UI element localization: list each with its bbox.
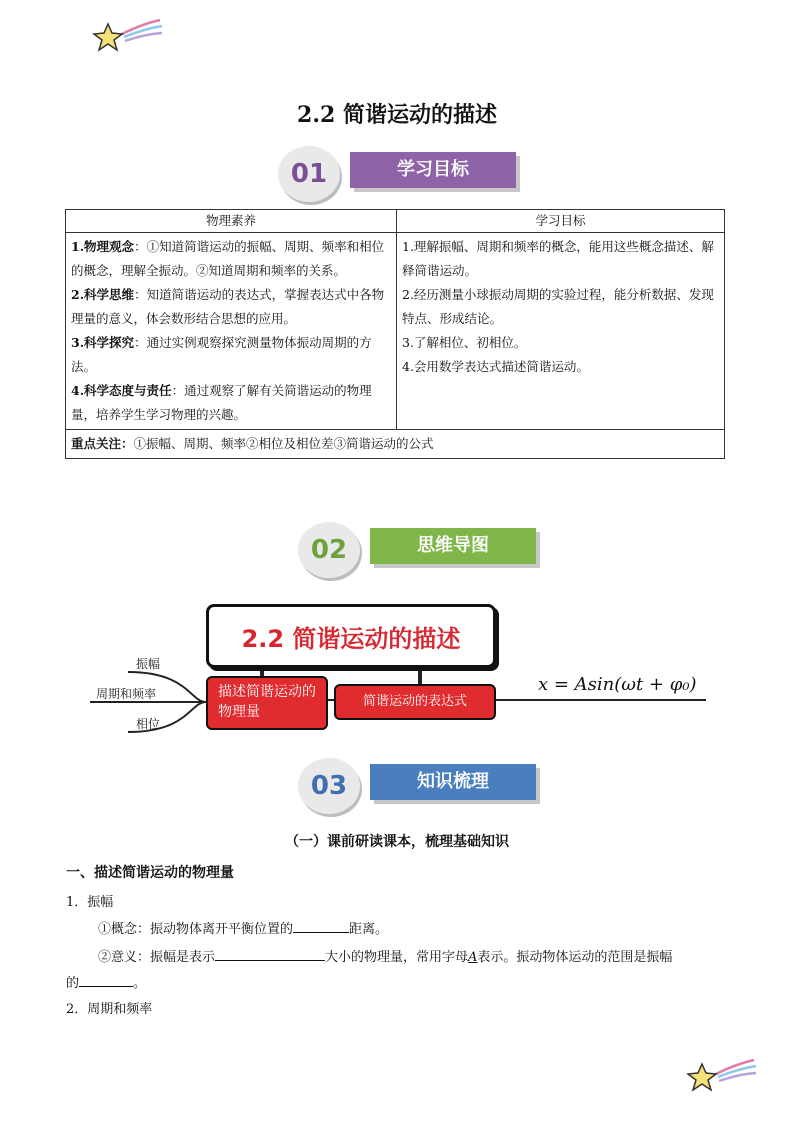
item-period-frequency: 2．周期和频率 bbox=[66, 1002, 153, 1017]
section-number: 01 bbox=[290, 159, 328, 189]
section-label: 思维导图 bbox=[370, 528, 536, 564]
section-banner-knowledge bbox=[298, 758, 548, 814]
subsection-title: （一）课前研读课本，梳理基础知识 bbox=[285, 834, 509, 850]
table-header-goals: 学习目标 bbox=[397, 210, 725, 233]
mindmap-branch-phase: 相位 bbox=[136, 717, 161, 731]
item-amplitude: 1．振幅 bbox=[66, 895, 114, 910]
goal-item: 2.经历测量小球振动周期的实验过程，能分析数据、发现特点、形成结论。 bbox=[402, 287, 714, 326]
section-number: 03 bbox=[310, 771, 348, 801]
fill-blank[interactable] bbox=[293, 918, 349, 933]
literacy-item: 1.物理观念：①知道简谐运动的振幅、周期、频率和相位的概念，理解全振动。②知道周期和频率的关系。 bbox=[71, 239, 385, 278]
table-header-literacy: 物理素养 bbox=[66, 210, 397, 233]
mindmap-node-expression: 简谐运动的表达式 bbox=[334, 684, 496, 720]
mindmap-formula: x = Asin(ωt + φ₀) bbox=[538, 674, 697, 695]
goal-item: 1.理解振幅、周期和频率的概念，能用这些概念描述、解释简谐运动。 bbox=[402, 239, 714, 278]
page-title: 2.2 简谐运动的描述 bbox=[297, 102, 497, 128]
mindmap-title-box bbox=[206, 604, 496, 668]
amplitude-concept: ①概念：振动物体离开平衡位置的 距离。 bbox=[98, 918, 388, 940]
goal-item: 3.了解相位、初相位。 bbox=[402, 335, 527, 350]
literacy-item: 3.科学探究：通过实例观察探究测量物体振动周期的方法。 bbox=[71, 335, 372, 374]
focus-row: 重点关注：①振幅、周期、频率②相位及相位差③简谐运动的公式 bbox=[66, 430, 725, 459]
section-label: 知识梳理 bbox=[370, 764, 536, 800]
fill-blank[interactable] bbox=[79, 972, 133, 987]
mindmap-title: 2.2 简谐运动的描述 bbox=[241, 625, 461, 653]
section-number: 02 bbox=[310, 535, 348, 565]
goal-item: 4.会用数学表达式描述简谐运动。 bbox=[402, 359, 589, 374]
literacy-item: 2.科学思维：知道简谐运动的表达式，掌握表达式中各物理量的意义，体会数形结合思想的应用。 bbox=[71, 287, 385, 326]
section-heading: 一、描述简谐运动的物理量 bbox=[66, 865, 234, 881]
shooting-star-icon bbox=[686, 1058, 758, 1098]
section-label: 学习目标 bbox=[350, 152, 516, 188]
mindmap-branch-amplitude: 振幅 bbox=[136, 657, 161, 671]
literacy-item: 4.科学态度与责任：通过观察了解有关简谐运动的物理量，培养学生学习物理的兴趣。 bbox=[71, 383, 372, 422]
amplitude-meaning: ②意义：振幅是表示 大小的物理量，常用字母A表示。振动物体运动的范围是振幅 bbox=[98, 946, 724, 968]
fill-blank[interactable] bbox=[215, 946, 325, 961]
amplitude-meaning-cont: 的 。 bbox=[66, 972, 146, 994]
mindmap-node-quantities: 描述简谐运动的物理量 bbox=[206, 676, 328, 730]
mindmap-branch-period: 周期和频率 bbox=[96, 687, 157, 701]
